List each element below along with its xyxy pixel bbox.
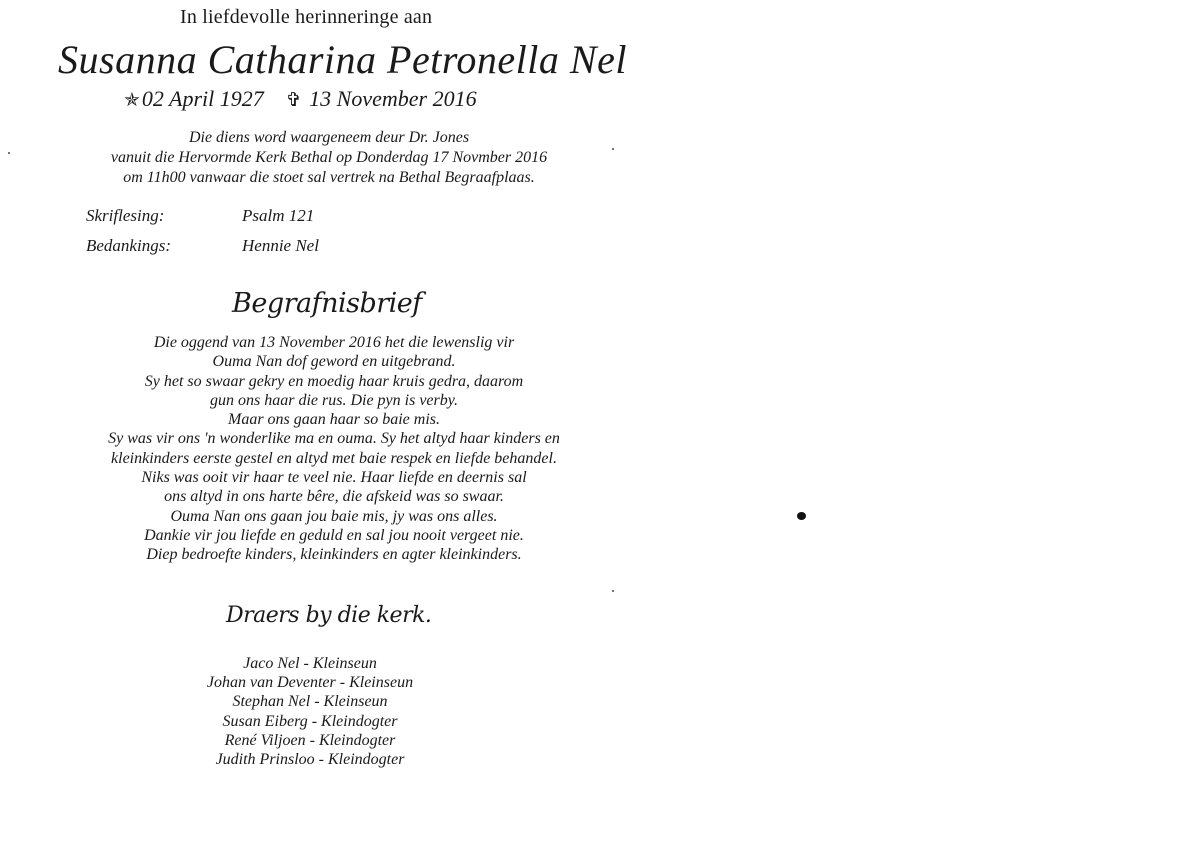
bearer-item: René Viljoen - Kleindogter (224, 731, 396, 749)
letter-heading: Begrafnisbrief (232, 288, 422, 319)
letter-line: Niks was ooit vir haar te veel nie. Haar liefde en deernis sal (141, 469, 527, 487)
bearer-item: Jaco Nel - Kleinseun (243, 655, 377, 672)
letter-line: Sy het so swaar gekry en moedig haar kruis gedra, daarom (144, 372, 524, 390)
deceased-name: Susanna Catharina Petronella Nel (58, 37, 627, 82)
letter-line: Dankie vir jou liefde en geduld en sal jou nooit vergeet nie. (144, 526, 524, 544)
service-line: om 11h00 vanwaar die stoet sal vertrek na Bethal Begraafplaas. (123, 169, 535, 186)
service-line: Die diens word waargeneem deur Dr. Jones (188, 129, 470, 146)
letter-line: Ouma Nan ons gaan jou baie mis, jy was ons alles. (170, 507, 498, 525)
scan-speck (612, 148, 614, 150)
death-date: 13 November 2016 (309, 86, 477, 111)
scan-speck (8, 152, 10, 154)
programme-label-scripture: Skriflesing: (86, 206, 165, 225)
bearers-list (120, 654, 500, 769)
scan-speck (612, 590, 614, 592)
bearer-item: Judith Prinsloo - Kleindogter (215, 751, 405, 769)
bearer-item: Susan Eiberg - Kleindogter (222, 712, 398, 730)
bearer-item: Johan van Deventer - Kleinseun (206, 674, 414, 692)
letter-line: Diep bedroefte kinders, kleinkinders en agter kleinkinders. (146, 546, 522, 564)
letter-line: ons altyd in ons harte bêre, die afskeid was so swaar. (164, 488, 504, 506)
letter-line: gun ons haar die rus. Die pyn is verby. (210, 391, 458, 409)
scan-speck-dot (797, 512, 806, 520)
letter-line: Maar ons gaan haar so baie mis. (227, 411, 440, 429)
life-dates (124, 86, 477, 112)
letter-line: Die oggend van 13 November 2016 het die lewenslig vir (153, 334, 515, 351)
funeral-letter (0, 333, 668, 565)
cross-icon: ✞ (285, 90, 302, 111)
star-icon: ✯ (124, 90, 140, 111)
programme-value-thanks: Hennie Nel (242, 236, 319, 255)
intro-line: In liefdevolle herinneringe aan (180, 6, 433, 28)
bearer-item: Stephan Nel - Kleinseun (232, 693, 388, 711)
letter-line: Sy was vir ons 'n wonderlike ma en ouma. Sy het altyd haar kinders en (108, 430, 560, 448)
service-line: vanuit die Hervormde Kerk Bethal op Donderdag 17 Novmber 2016 (110, 149, 548, 166)
programme-value-scripture: Psalm 121 (242, 206, 315, 225)
letter-line: Ouma Nan dof geword en uitgebrand. (212, 353, 456, 371)
service-details (64, 128, 594, 188)
letter-line: kleinkinders eerste gestel en altyd met baie respek en liefde behandel. (111, 449, 557, 467)
bearers-heading: Draers by die kerk. (226, 603, 432, 628)
birth-date: 02 April 1927 (141, 86, 264, 111)
programme-label-thanks: Bedankings: (86, 236, 171, 255)
